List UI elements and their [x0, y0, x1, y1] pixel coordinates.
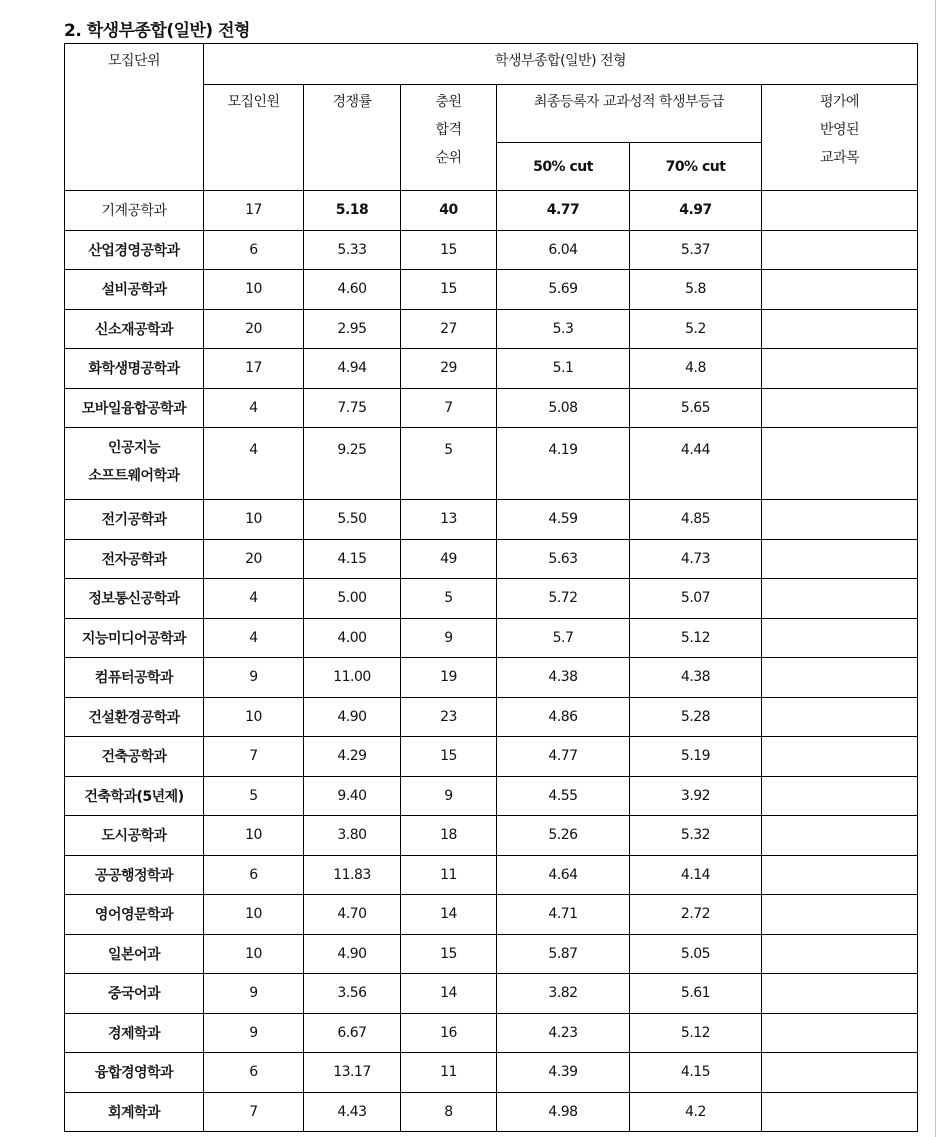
- cell-subjects: [762, 618, 918, 658]
- cell-quota: 17: [204, 191, 304, 231]
- cell-dept: 전기공학과: [65, 500, 204, 540]
- table-row: [65, 1092, 918, 1132]
- cell-cut70: 4.14: [630, 855, 762, 895]
- cell-cut50: 4.98: [497, 1092, 630, 1132]
- cell-cut50: 5.26: [497, 816, 630, 856]
- admission-results-table: [64, 43, 918, 1132]
- cell-cut70: 4.44: [630, 428, 762, 500]
- cell-ratio: 2.95: [304, 309, 401, 349]
- cell-cut50: 3.82: [497, 974, 630, 1014]
- cell-rank: 11: [401, 855, 497, 895]
- cell-subjects: [762, 934, 918, 974]
- cell-quota: 4: [204, 428, 304, 500]
- cell-cut50: 5.08: [497, 388, 630, 428]
- cell-dept: 융합경영학과: [65, 1053, 204, 1093]
- cell-quota: 9: [204, 658, 304, 698]
- cell-quota: 10: [204, 270, 304, 310]
- cell-quota: 20: [204, 309, 304, 349]
- cell-rank: 13: [401, 500, 497, 540]
- cell-rank: 7: [401, 388, 497, 428]
- cell-dept: 회계학과: [65, 1092, 204, 1132]
- cell-cut70: 4.38: [630, 658, 762, 698]
- cell-cut50: 5.87: [497, 934, 630, 974]
- cell-cut50: 4.55: [497, 776, 630, 816]
- table-row: [65, 737, 918, 777]
- table-row: [65, 816, 918, 856]
- cell-cut70: 5.8: [630, 270, 762, 310]
- cell-dept: 설비공학과: [65, 270, 204, 310]
- cell-subjects: [762, 816, 918, 856]
- cell-rank: 9: [401, 776, 497, 816]
- cell-subjects: [762, 500, 918, 540]
- cell-ratio: 4.90: [304, 697, 401, 737]
- cell-dept: 기계공학과: [65, 191, 204, 231]
- cell-subjects: [762, 895, 918, 935]
- cell-dept: 신소재공학과: [65, 309, 204, 349]
- page-edge-divider: [935, 0, 936, 1137]
- cell-cut50: 5.3: [497, 309, 630, 349]
- cell-rank: 5: [401, 579, 497, 619]
- table-row: [65, 1053, 918, 1093]
- cell-quota: 20: [204, 539, 304, 579]
- cell-cut50: 4.64: [497, 855, 630, 895]
- cell-dept: 전자공학과: [65, 539, 204, 579]
- cell-quota: 5: [204, 776, 304, 816]
- section-title: 2. 학생부종합(일반) 전형: [64, 21, 250, 41]
- header-ratio: 경쟁률: [304, 85, 401, 191]
- cell-dept: 지능미디어공학과: [65, 618, 204, 658]
- cell-cut50: 4.39: [497, 1053, 630, 1093]
- cell-cut50: 6.04: [497, 230, 630, 270]
- cell-cut70: 4.85: [630, 500, 762, 540]
- cell-ratio: 5.18: [304, 191, 401, 231]
- cell-cut70: 2.72: [630, 895, 762, 935]
- cell-cut70: 4.97: [630, 191, 762, 231]
- cell-cut70: 5.61: [630, 974, 762, 1014]
- cell-rank: 14: [401, 974, 497, 1014]
- cell-cut70: 5.32: [630, 816, 762, 856]
- cell-dept: 건축공학과: [65, 737, 204, 777]
- cell-rank: 15: [401, 270, 497, 310]
- cell-quota: 10: [204, 895, 304, 935]
- cell-cut50: 5.69: [497, 270, 630, 310]
- cell-rank: 23: [401, 697, 497, 737]
- cell-cut50: 4.59: [497, 500, 630, 540]
- cell-cut50: 4.86: [497, 697, 630, 737]
- cell-rank: 15: [401, 230, 497, 270]
- cell-subjects: [762, 388, 918, 428]
- cell-dept: 공공행정학과: [65, 855, 204, 895]
- cell-quota: 6: [204, 1053, 304, 1093]
- cell-ratio: 13.17: [304, 1053, 401, 1093]
- cell-quota: 9: [204, 1013, 304, 1053]
- cell-dept: 산업경영공학과: [65, 230, 204, 270]
- cell-cut50: 4.38: [497, 658, 630, 698]
- cell-ratio: 4.43: [304, 1092, 401, 1132]
- cell-cut50: 4.71: [497, 895, 630, 935]
- cell-cut50: 5.63: [497, 539, 630, 579]
- cell-cut70: 3.92: [630, 776, 762, 816]
- cell-dept: 경제학과: [65, 1013, 204, 1053]
- header-rank: 충원 합격 순위: [401, 85, 497, 191]
- cell-rank: 16: [401, 1013, 497, 1053]
- cell-subjects: [762, 1053, 918, 1093]
- cell-dept: 인공지능 소프트웨어학과: [65, 428, 204, 500]
- cell-rank: 8: [401, 1092, 497, 1132]
- cell-quota: 4: [204, 618, 304, 658]
- table-row: [65, 658, 918, 698]
- cell-ratio: 4.70: [304, 895, 401, 935]
- table-row: [65, 539, 918, 579]
- cell-cut70: 5.12: [630, 1013, 762, 1053]
- cell-quota: 6: [204, 230, 304, 270]
- table-row: [65, 500, 918, 540]
- table-row: [65, 855, 918, 895]
- table-row: [65, 697, 918, 737]
- cell-cut70: 5.05: [630, 934, 762, 974]
- table-row: [65, 618, 918, 658]
- cell-subjects: [762, 974, 918, 1014]
- cell-subjects: [762, 737, 918, 777]
- cell-ratio: 4.29: [304, 737, 401, 777]
- cell-quota: 4: [204, 388, 304, 428]
- cell-subjects: [762, 349, 918, 389]
- cell-subjects: [762, 270, 918, 310]
- cell-quota: 4: [204, 579, 304, 619]
- cell-quota: 7: [204, 1092, 304, 1132]
- cell-cut50: 4.19: [497, 428, 630, 500]
- cell-rank: 15: [401, 934, 497, 974]
- cell-cut50: 5.1: [497, 349, 630, 389]
- cell-quota: 10: [204, 500, 304, 540]
- cell-cut70: 5.37: [630, 230, 762, 270]
- cell-ratio: 3.56: [304, 974, 401, 1014]
- cell-cut70: 4.2: [630, 1092, 762, 1132]
- cell-rank: 5: [401, 428, 497, 500]
- cell-cut70: 5.2: [630, 309, 762, 349]
- cell-subjects: [762, 191, 918, 231]
- cell-ratio: 6.67: [304, 1013, 401, 1053]
- table-row: [65, 270, 918, 310]
- cell-quota: 6: [204, 855, 304, 895]
- cell-dept: 컴퓨터공학과: [65, 658, 204, 698]
- table-row: [65, 895, 918, 935]
- cell-rank: 11: [401, 1053, 497, 1093]
- cell-cut50: 5.7: [497, 618, 630, 658]
- cell-cut70: 4.15: [630, 1053, 762, 1093]
- table-row: [65, 230, 918, 270]
- cell-dept: 건축학과(5년제): [65, 776, 204, 816]
- cell-dept: 건설환경공학과: [65, 697, 204, 737]
- cell-quota: 10: [204, 816, 304, 856]
- cell-subjects: [762, 697, 918, 737]
- header-unit: 모집단위: [65, 44, 204, 191]
- cell-dept: 도시공학과: [65, 816, 204, 856]
- cell-dept: 화학생명공학과: [65, 349, 204, 389]
- cell-cut50: 4.77: [497, 191, 630, 231]
- cell-cut70: 5.65: [630, 388, 762, 428]
- cell-dept: 영어영문학과: [65, 895, 204, 935]
- cell-ratio: 4.94: [304, 349, 401, 389]
- cell-ratio: 4.00: [304, 618, 401, 658]
- header-grade-group: 최종등록자 교과성적 학생부등급: [497, 85, 762, 143]
- table-row: [65, 349, 918, 389]
- cell-ratio: 7.75: [304, 388, 401, 428]
- cell-cut50: 5.72: [497, 579, 630, 619]
- cell-subjects: [762, 539, 918, 579]
- cell-dept: 일본어과: [65, 934, 204, 974]
- cell-subjects: [762, 776, 918, 816]
- cell-cut70: 5.19: [630, 737, 762, 777]
- cell-ratio: 4.60: [304, 270, 401, 310]
- header-quota: 모집인원: [204, 85, 304, 191]
- cell-subjects: [762, 1013, 918, 1053]
- cell-cut50: 4.77: [497, 737, 630, 777]
- table-row: [65, 428, 918, 500]
- cell-rank: 19: [401, 658, 497, 698]
- cell-cut70: 4.73: [630, 539, 762, 579]
- cell-ratio: 11.83: [304, 855, 401, 895]
- cell-ratio: 5.00: [304, 579, 401, 619]
- cell-cut70: 5.07: [630, 579, 762, 619]
- cell-cut70: 5.28: [630, 697, 762, 737]
- cell-subjects: [762, 428, 918, 500]
- table-row: [65, 309, 918, 349]
- cell-rank: 27: [401, 309, 497, 349]
- cell-rank: 15: [401, 737, 497, 777]
- cell-subjects: [762, 855, 918, 895]
- cell-ratio: 4.90: [304, 934, 401, 974]
- cell-cut50: 4.23: [497, 1013, 630, 1053]
- cell-ratio: 11.00: [304, 658, 401, 698]
- header-cut70: 70% cut: [630, 143, 762, 191]
- cell-ratio: 5.33: [304, 230, 401, 270]
- cell-quota: 9: [204, 974, 304, 1014]
- cell-ratio: 4.15: [304, 539, 401, 579]
- cell-subjects: [762, 658, 918, 698]
- header-cut50: 50% cut: [497, 143, 630, 191]
- cell-ratio: 3.80: [304, 816, 401, 856]
- table-row: [65, 388, 918, 428]
- cell-subjects: [762, 579, 918, 619]
- cell-quota: 7: [204, 737, 304, 777]
- cell-rank: 9: [401, 618, 497, 658]
- table-row: [65, 1013, 918, 1053]
- cell-ratio: 5.50: [304, 500, 401, 540]
- table-row: [65, 934, 918, 974]
- cell-dept: 정보통신공학과: [65, 579, 204, 619]
- cell-rank: 49: [401, 539, 497, 579]
- table-row: [65, 974, 918, 1014]
- cell-dept: 모바일융합공학과: [65, 388, 204, 428]
- cell-cut70: 4.8: [630, 349, 762, 389]
- cell-subjects: [762, 230, 918, 270]
- cell-dept: 중국어과: [65, 974, 204, 1014]
- cell-quota: 17: [204, 349, 304, 389]
- header-subjects: 평가에 반영된 교과목: [762, 85, 918, 191]
- cell-rank: 40: [401, 191, 497, 231]
- cell-rank: 14: [401, 895, 497, 935]
- table-row: [65, 191, 918, 231]
- cell-subjects: [762, 309, 918, 349]
- cell-rank: 18: [401, 816, 497, 856]
- cell-quota: 10: [204, 934, 304, 974]
- header-group: 학생부종합(일반) 전형: [204, 44, 918, 85]
- table-row: [65, 776, 918, 816]
- cell-quota: 10: [204, 697, 304, 737]
- cell-cut70: 5.12: [630, 618, 762, 658]
- cell-ratio: 9.25: [304, 428, 401, 500]
- table-row: [65, 579, 918, 619]
- cell-subjects: [762, 1092, 918, 1132]
- cell-ratio: 9.40: [304, 776, 401, 816]
- cell-rank: 29: [401, 349, 497, 389]
